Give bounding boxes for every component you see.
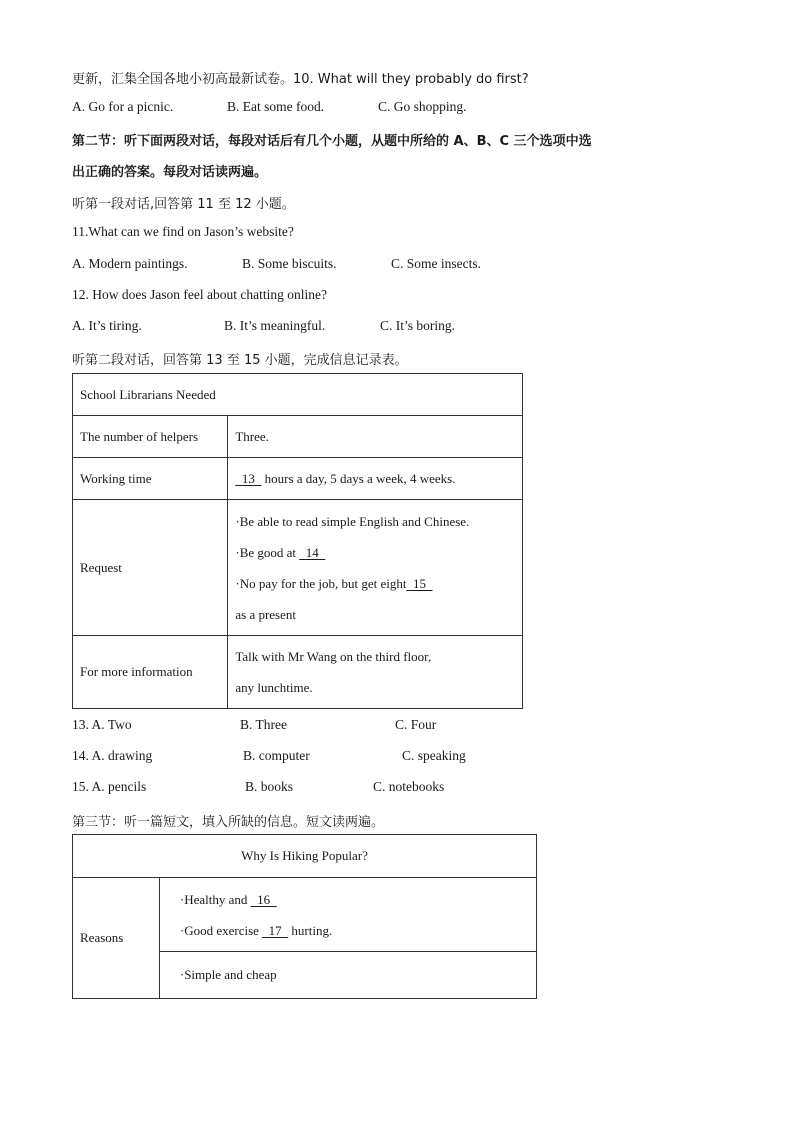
section3-heading: 第三节：听一篇短文，填入所缺的信息。短文读两遍。 (72, 815, 385, 830)
working-time-label: Working time (73, 458, 228, 500)
q14-option-c: C. speaking (402, 748, 466, 763)
working-time-rest: hours a day, 5 days a week, 4 weeks. (264, 470, 456, 486)
q10-option-b: B. Eat some food. (227, 99, 325, 114)
blank-17: 17 (268, 922, 282, 938)
librarians-table (72, 373, 523, 709)
reason-line2: ·Good exercise 17 hurting. (179, 922, 333, 938)
dialog2-intro: 听第二段对话，回答第 13 至 15 小题，完成信息记录表。 (72, 353, 408, 368)
q12-option-b: B. It’s meaningful. (224, 318, 326, 333)
q13-option-b: B. Three (240, 717, 287, 732)
working-time-value (228, 458, 523, 500)
blank-14: 14 (305, 544, 319, 560)
reason-line1: ·Healthy and 16 (180, 884, 529, 915)
blank-15: 15 (413, 575, 426, 591)
q11-option-a: A. Modern paintings. (72, 256, 188, 271)
more-info-line1: Talk with Mr Wang on the third floor, (235, 649, 432, 664)
q10-stem: 更新，汇集全国各地小初高最新试卷。10. What will they probably do first? (72, 72, 529, 87)
reasons-label: Reasons (73, 878, 160, 999)
q12-option-c: C. It’s boring. (380, 318, 456, 333)
request-value (228, 500, 523, 636)
helpers-value: Three. (228, 416, 523, 458)
reason-line3: ·Simple and cheap (159, 952, 536, 999)
librarians-table-title: School Librarians Needed (73, 374, 523, 416)
q13-option-a: 13. A. Two (72, 717, 132, 732)
helpers-label: The number of helpers (73, 416, 228, 458)
q11-option-c: C. Some insects. (391, 256, 481, 271)
q10-option-c: C. Go shopping. (378, 99, 467, 114)
blank-13: 13 (241, 470, 255, 486)
q13-option-c: C. Four (395, 717, 437, 732)
reasons-group-1 (159, 878, 536, 952)
more-info-line2: any lunchtime. (235, 680, 313, 695)
section2-heading-line2: 出正确的答案。每段对话读两遍。 (72, 165, 268, 180)
q11-option-b: B. Some biscuits. (242, 256, 337, 271)
section2-heading-line1: 第二节：听下面两段对话，每段对话后有几个小题，从题中所给的 A、B、C 三个选项中选 (72, 134, 592, 149)
q11-stem: 11.What can we find on Jason’s website? (72, 224, 294, 239)
q15-option-c: C. notebooks (373, 779, 445, 794)
request-line3: ·No pay for the job, but get eight 15 (235, 568, 515, 599)
request-line2: ·Be good at 14 (235, 537, 515, 568)
q14-option-a: 14. A. drawing (72, 748, 153, 763)
request-label: Request (73, 500, 228, 636)
request-line1: ·Be able to read simple English and Chinese. (235, 513, 470, 529)
request-line4: as a present (235, 606, 296, 622)
blank-16: 16 (257, 891, 271, 907)
more-info-label: For more information (73, 636, 228, 709)
hiking-table-title: Why Is Hiking Popular? (73, 835, 537, 878)
hiking-table (72, 834, 537, 999)
dialog1-intro: 听第一段对话,回答第 11 至 12 小题。 (72, 197, 295, 212)
more-info-value (228, 636, 523, 709)
q12-stem: 12. How does Jason feel about chatting online? (72, 287, 327, 302)
q12-option-a: A. It’s tiring. (72, 318, 142, 333)
q14-option-b: B. computer (243, 748, 310, 763)
q15-option-a: 15. A. pencils (72, 779, 147, 794)
q15-option-b: B. books (245, 779, 294, 794)
q10-option-a: A. Go for a picnic. (72, 99, 174, 114)
